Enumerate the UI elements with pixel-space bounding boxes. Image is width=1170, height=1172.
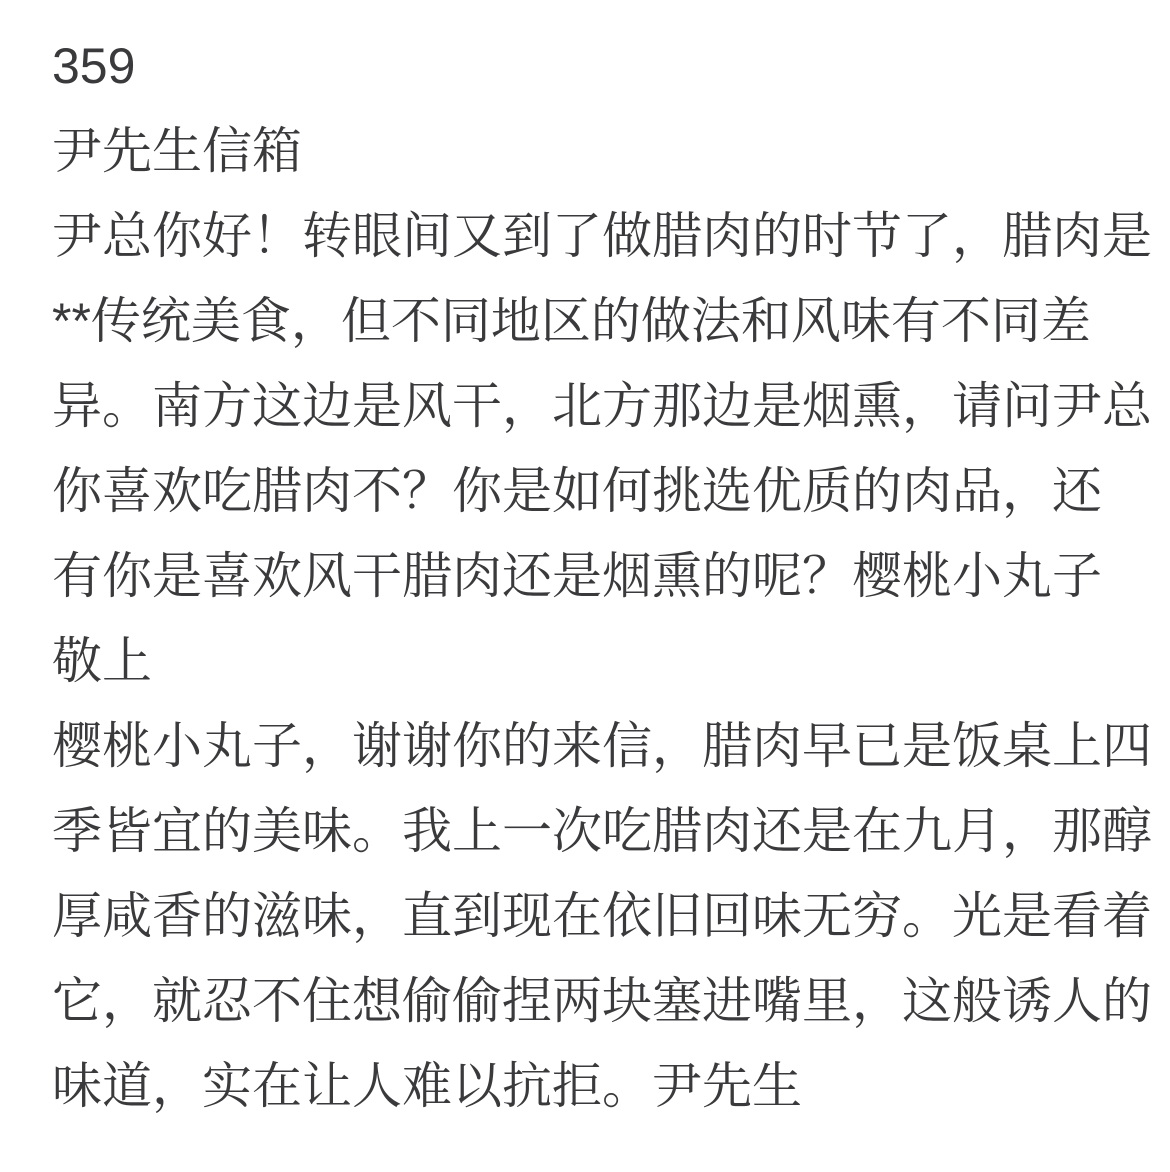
question-line: 尹总你好！转眼间又到了做腊肉的时节了，腊肉是 (52, 208, 1152, 264)
entry-number: 359 (52, 38, 136, 94)
reply-paragraph (52, 704, 1164, 1129)
reply-line: 季皆宜的美味。我上一次吃腊肉还是在九月，那醇 (52, 803, 1152, 859)
reply-line: 厚咸香的滋味，直到现在依旧回味无穷。光是看着 (52, 888, 1152, 944)
reply-line: 樱桃小丸子，谢谢你的来信，腊肉早已是饭桌上四 (52, 718, 1152, 774)
question-signoff: 敬上 (52, 633, 152, 689)
question-line: 有你是喜欢风干腊肉还是烟熏的呢？樱桃小丸子 (52, 548, 1102, 604)
page-title: 尹先生信箱 (52, 123, 302, 179)
question-line: 异。南方这边是风干，北方那边是烟熏，请问尹总 (52, 378, 1152, 434)
question-line: 你喜欢吃腊肉不？你是如何挑选优质的肉品，还 (52, 463, 1102, 519)
reply-line: 它，就忍不住想偷偷捏两块塞进嘴里，这般诱人的 (52, 973, 1152, 1029)
reply-signoff: 味道，实在让人难以抗拒。尹先生 (52, 1058, 802, 1114)
question-paragraph (52, 194, 1164, 704)
question-line: **传统美食，但不同地区的做法和风味有不同差 (52, 293, 1091, 349)
